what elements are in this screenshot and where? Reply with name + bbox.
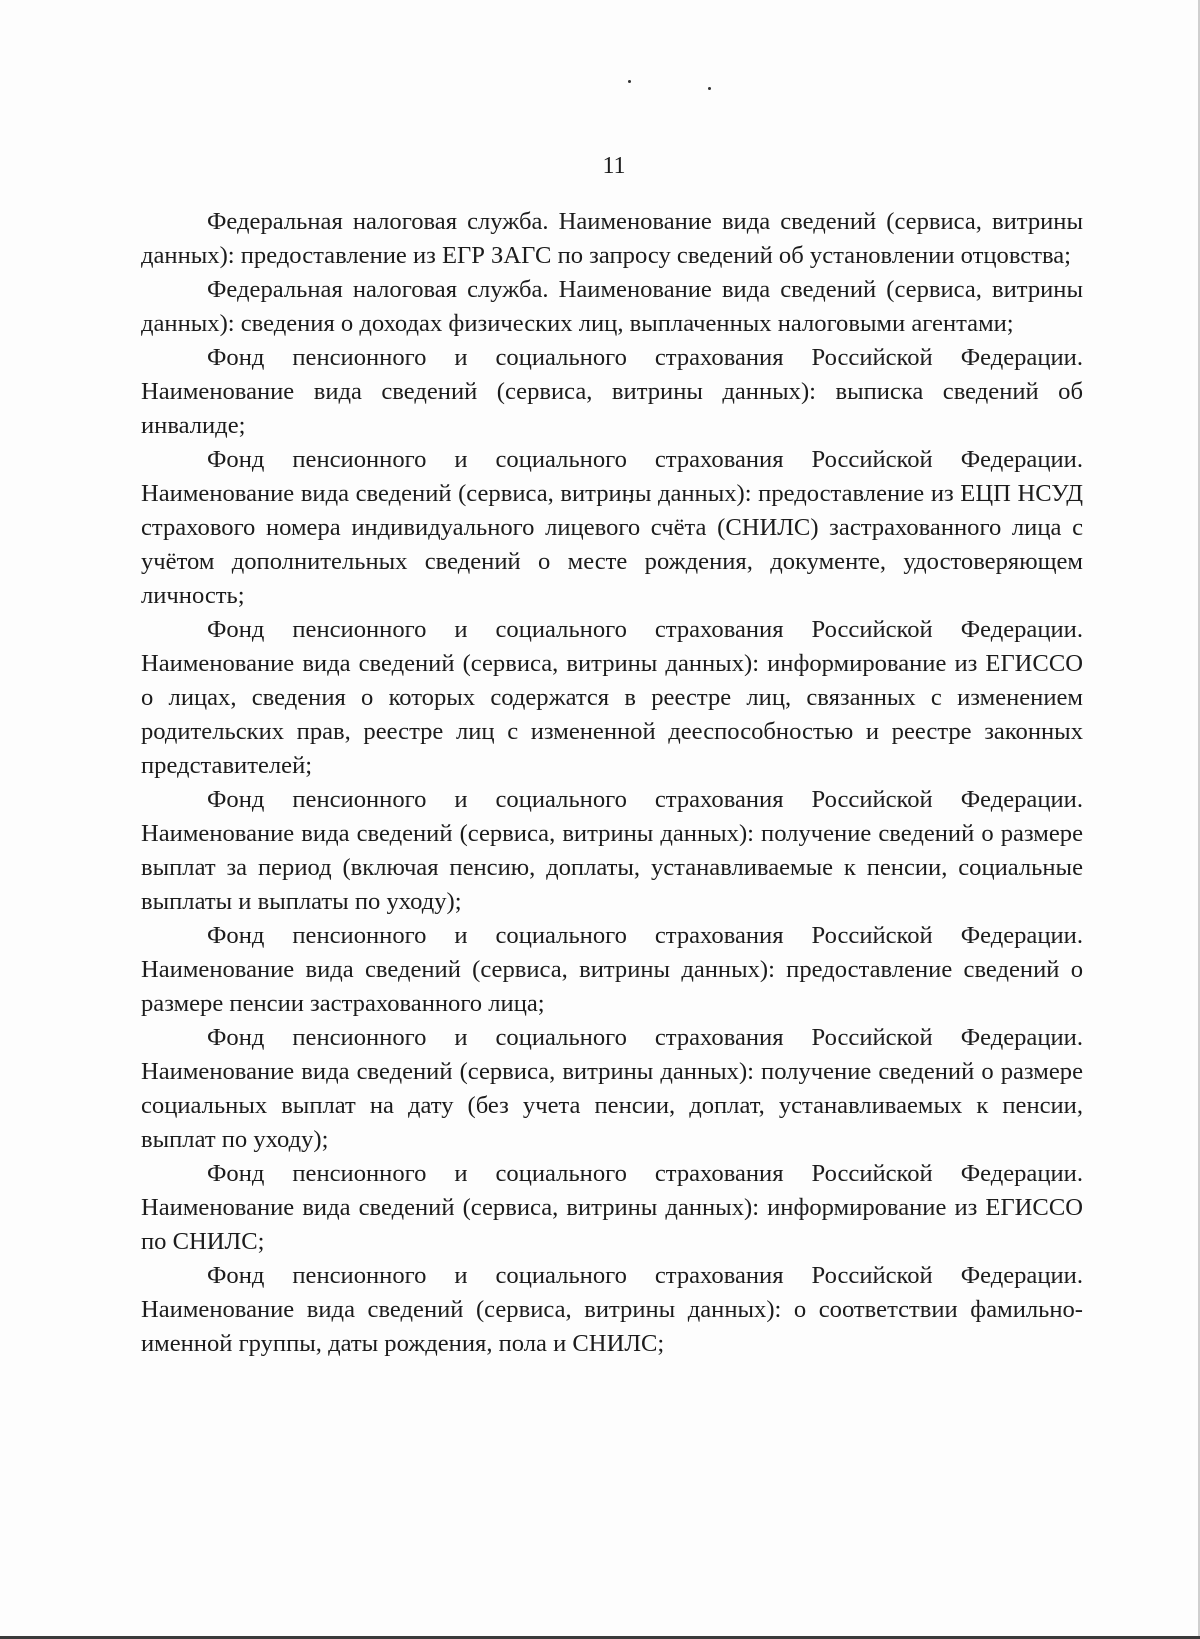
document-body — [141, 205, 1083, 1361]
paragraph: Фонд пенсионного и социального страхования Российской Федерации. Наименование вида сведений (сервиса, витрины данных): получение сведений о размере выплат за период (включая пенсию, доплаты, устанавливаемые к пенсии, социальные выплаты и выплаты по уходу); — [141, 786, 1083, 915]
paragraph: Фонд пенсионного и социального страхования Российской Федерации. Наименование вида сведений (сервиса, витрины данных): предоставление из ЕЦП НСУД страхового номера индивидуального лицевого счёта (СНИЛС) застрахованного лица с учётом дополнительных сведений о месте рождения, документе, удостоверяющем личность; — [141, 446, 1083, 609]
paragraph: Федеральная налоговая служба. Наименование вида сведений (сервиса, витрины данных): предоставление из ЕГР ЗАГС по запросу сведений об установлении отцовства; — [141, 208, 1083, 269]
paragraph: Фонд пенсионного и социального страхования Российской Федерации. Наименование вида сведений (сервиса, витрины данных): о соответствии фамильно-именной группы, даты рождения, пола и СНИЛС; — [141, 1262, 1083, 1357]
paragraph: Фонд пенсионного и социального страхования Российской Федерации. Наименование вида сведений (сервиса, витрины данных): получение сведений о размере социальных выплат на дату (без учета пенсии, доплат, устанавливаемых к пенсии, выплат по уходу); — [141, 1024, 1083, 1153]
paragraph: Федеральная налоговая служба. Наименование вида сведений (сервиса, витрины данных): сведения о доходах физических лиц, выплаченных налоговыми агентами; — [141, 276, 1083, 337]
paragraph: Фонд пенсионного и социального страхования Российской Федерации. Наименование вида сведений (сервиса, витрины данных): информирование из ЕГИССО по СНИЛС; — [141, 1160, 1083, 1255]
scan-speck — [628, 80, 631, 83]
paragraph: Фонд пенсионного и социального страхования Российской Федерации. Наименование вида сведений (сервиса, витрины данных): информирование из ЕГИССО о лицах, сведения о которых содержатся в реестре лиц, связанных с изменением родительских прав, реестре лиц с измененной дееспособностью и реестре законных представителей; — [141, 616, 1083, 779]
page-number: 11 — [602, 153, 626, 179]
paragraph: Фонд пенсионного и социального страхования Российской Федерации. Наименование вида сведений (сервиса, витрины данных): предоставление сведений о размере пенсии застрахованного лица; — [141, 922, 1083, 1017]
paragraph: Фонд пенсионного и социального страхования Российской Федерации. Наименование вида сведений (сервиса, витрины данных): выписка сведений об инвалиде; — [141, 344, 1083, 439]
scan-speck — [708, 87, 711, 90]
